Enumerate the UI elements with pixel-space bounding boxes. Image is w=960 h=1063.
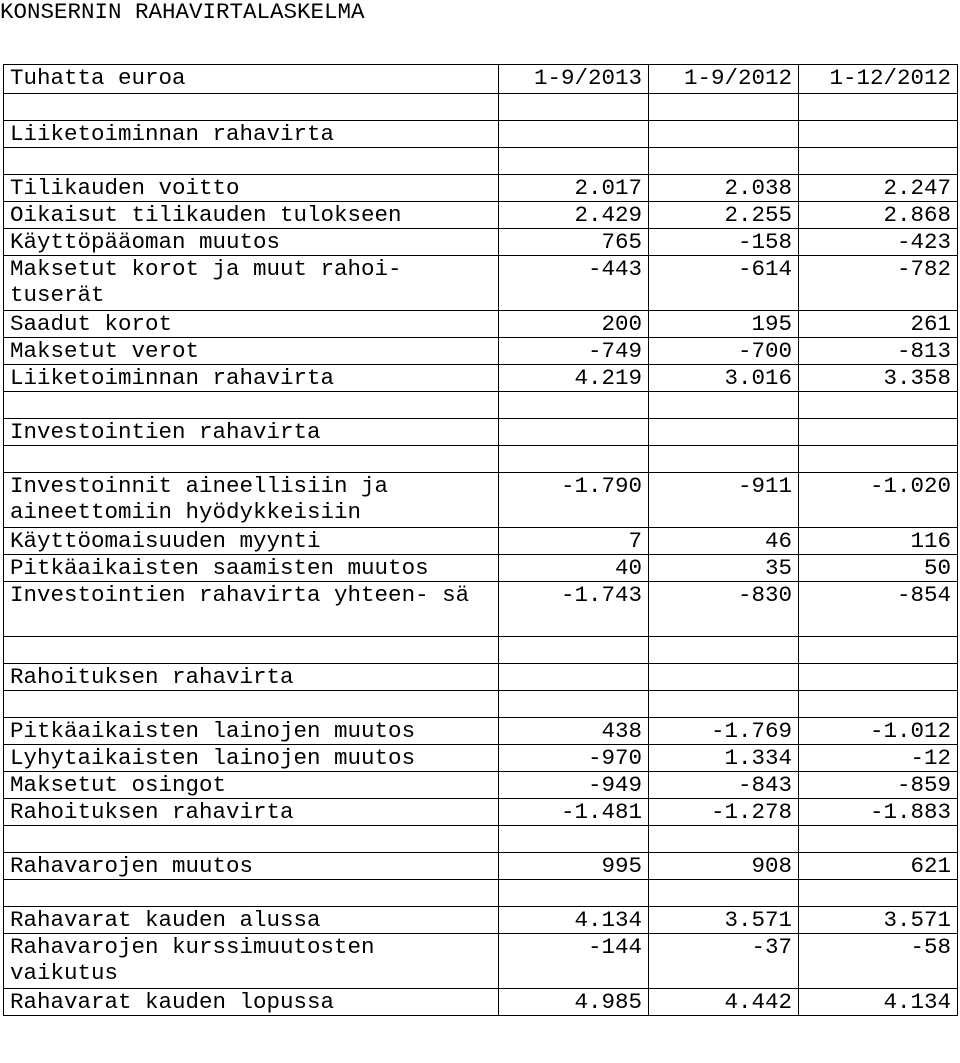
section-heading: Rahoituksen rahavirta <box>4 664 499 691</box>
empty-cell <box>649 637 799 664</box>
empty-cell <box>4 392 499 419</box>
page-title: KONSERNIN RAHAVIRTALASKELMA <box>0 0 365 25</box>
value-cell-period-1: -1.790 <box>499 473 649 528</box>
value-cell-period-1: -970 <box>499 745 649 772</box>
section-heading-row <box>4 664 958 691</box>
table-row <box>4 934 958 989</box>
header-period-3: 1-12/2012 <box>799 65 958 94</box>
value-cell-period-2: 1.334 <box>649 745 799 772</box>
spacer-row <box>4 637 958 664</box>
value-cell-period-2: 3.571 <box>649 907 799 934</box>
value-cell-period-3: 2.868 <box>799 202 958 229</box>
row-label: Pitkäaikaisten lainojen muutos <box>4 718 499 745</box>
row-label: Käyttöomaisuuden myynti <box>4 528 499 555</box>
value-cell-period-1: 995 <box>499 853 649 880</box>
value-cell-period-3: 116 <box>799 528 958 555</box>
header-unit: Tuhatta euroa <box>4 65 499 94</box>
table-row <box>4 718 958 745</box>
empty-cell <box>4 880 499 907</box>
empty-cell <box>649 94 799 121</box>
empty-cell <box>649 880 799 907</box>
value-cell-period-3: 3.571 <box>799 907 958 934</box>
value-cell-period-1: 4.219 <box>499 365 649 392</box>
empty-cell <box>499 664 649 691</box>
value-cell-period-2: -37 <box>649 934 799 989</box>
value-cell-period-1: 7 <box>499 528 649 555</box>
value-cell-period-2: -700 <box>649 338 799 365</box>
value-cell-period-2: 908 <box>649 853 799 880</box>
row-label: Maksetut korot ja muut rahoi- tuserät <box>4 256 499 311</box>
value-cell-period-1: -1.743 <box>499 582 649 637</box>
row-label: Investointien rahavirta yhteen- sä <box>4 582 499 637</box>
row-label: Tilikauden voitto <box>4 175 499 202</box>
section-heading-row <box>4 121 958 148</box>
empty-cell <box>799 637 958 664</box>
empty-cell <box>799 94 958 121</box>
value-cell-period-1: -1.481 <box>499 799 649 826</box>
value-cell-period-1: 200 <box>499 311 649 338</box>
value-cell-period-1: 2.017 <box>499 175 649 202</box>
empty-cell <box>499 392 649 419</box>
empty-cell <box>499 637 649 664</box>
value-cell-period-1: 2.429 <box>499 202 649 229</box>
spacer-row <box>4 446 958 473</box>
value-cell-period-3: 2.247 <box>799 175 958 202</box>
header-period-2: 1-9/2012 <box>649 65 799 94</box>
empty-cell <box>649 419 799 446</box>
empty-cell <box>499 94 649 121</box>
value-cell-period-1: -144 <box>499 934 649 989</box>
empty-cell <box>799 419 958 446</box>
cash-flow-table-body <box>4 65 958 1016</box>
spacer-row <box>4 691 958 718</box>
empty-cell <box>649 826 799 853</box>
value-cell-period-2: -843 <box>649 772 799 799</box>
table-row <box>4 365 958 392</box>
empty-cell <box>499 121 649 148</box>
row-label: Rahavarojen muutos <box>4 853 499 880</box>
value-cell-period-2: -614 <box>649 256 799 311</box>
empty-cell <box>799 691 958 718</box>
value-cell-period-3: 621 <box>799 853 958 880</box>
value-cell-period-3: -1.020 <box>799 473 958 528</box>
value-cell-period-1: 438 <box>499 718 649 745</box>
empty-cell <box>499 880 649 907</box>
empty-cell <box>649 691 799 718</box>
value-cell-period-3: -782 <box>799 256 958 311</box>
value-cell-period-1: 4.985 <box>499 989 649 1016</box>
table-row <box>4 338 958 365</box>
value-cell-period-2: 3.016 <box>649 365 799 392</box>
empty-cell <box>499 826 649 853</box>
table-row <box>4 202 958 229</box>
value-cell-period-3: 261 <box>799 311 958 338</box>
table-row <box>4 989 958 1016</box>
value-cell-period-2: 4.442 <box>649 989 799 1016</box>
empty-cell <box>499 148 649 175</box>
empty-cell <box>4 94 499 121</box>
value-cell-period-1: 765 <box>499 229 649 256</box>
value-cell-period-2: -1.769 <box>649 718 799 745</box>
value-cell-period-3: -1.883 <box>799 799 958 826</box>
empty-cell <box>649 121 799 148</box>
empty-cell <box>4 691 499 718</box>
table-row <box>4 175 958 202</box>
value-cell-period-2: -1.278 <box>649 799 799 826</box>
value-cell-period-1: 40 <box>499 555 649 582</box>
empty-cell <box>499 446 649 473</box>
value-cell-period-2: -158 <box>649 229 799 256</box>
empty-cell <box>649 446 799 473</box>
empty-cell <box>499 691 649 718</box>
empty-cell <box>499 419 649 446</box>
value-cell-period-1: -443 <box>499 256 649 311</box>
table-row <box>4 772 958 799</box>
empty-cell <box>799 446 958 473</box>
value-cell-period-2: -830 <box>649 582 799 637</box>
table-row <box>4 256 958 311</box>
empty-cell <box>799 664 958 691</box>
value-cell-period-2: -911 <box>649 473 799 528</box>
row-label: Pitkäaikaisten saamisten muutos <box>4 555 499 582</box>
header-row <box>4 65 958 94</box>
cash-flow-table <box>3 64 958 1016</box>
table-row <box>4 555 958 582</box>
table-row <box>4 311 958 338</box>
value-cell-period-1: -749 <box>499 338 649 365</box>
header-period-1: 1-9/2013 <box>499 65 649 94</box>
spacer-row <box>4 148 958 175</box>
spacer-row <box>4 94 958 121</box>
empty-cell <box>799 148 958 175</box>
row-label: Saadut korot <box>4 311 499 338</box>
value-cell-period-3: -813 <box>799 338 958 365</box>
empty-cell <box>799 880 958 907</box>
value-cell-period-3: -58 <box>799 934 958 989</box>
section-heading: Liiketoiminnan rahavirta <box>4 121 499 148</box>
table-row <box>4 799 958 826</box>
value-cell-period-3: -1.012 <box>799 718 958 745</box>
empty-cell <box>799 392 958 419</box>
value-cell-period-2: 195 <box>649 311 799 338</box>
value-cell-period-2: 2.255 <box>649 202 799 229</box>
spacer-row <box>4 826 958 853</box>
value-cell-period-3: -12 <box>799 745 958 772</box>
empty-cell <box>4 637 499 664</box>
empty-cell <box>4 446 499 473</box>
empty-cell <box>799 121 958 148</box>
table-row <box>4 745 958 772</box>
value-cell-period-3: -854 <box>799 582 958 637</box>
value-cell-period-3: 4.134 <box>799 989 958 1016</box>
table-row <box>4 853 958 880</box>
value-cell-period-1: 4.134 <box>499 907 649 934</box>
value-cell-period-2: 2.038 <box>649 175 799 202</box>
table-row <box>4 229 958 256</box>
spacer-row <box>4 392 958 419</box>
table-row <box>4 907 958 934</box>
value-cell-period-3: -859 <box>799 772 958 799</box>
value-cell-period-2: 46 <box>649 528 799 555</box>
table-row <box>4 528 958 555</box>
table-row <box>4 582 958 637</box>
empty-cell <box>4 826 499 853</box>
value-cell-period-3: -423 <box>799 229 958 256</box>
row-label: Maksetut verot <box>4 338 499 365</box>
row-label: Lyhytaikaisten lainojen muutos <box>4 745 499 772</box>
row-label: Käyttöpääoman muutos <box>4 229 499 256</box>
value-cell-period-3: 50 <box>799 555 958 582</box>
table-row <box>4 473 958 528</box>
value-cell-period-2: 35 <box>649 555 799 582</box>
row-label: Rahavarojen kurssimuutosten vaikutus <box>4 934 499 989</box>
row-label: Maksetut osingot <box>4 772 499 799</box>
empty-cell <box>649 392 799 419</box>
section-heading-row <box>4 419 958 446</box>
section-heading: Investointien rahavirta <box>4 419 499 446</box>
value-cell-period-3: 3.358 <box>799 365 958 392</box>
empty-cell <box>649 664 799 691</box>
row-label: Rahavarat kauden lopussa <box>4 989 499 1016</box>
row-label: Investoinnit aineellisiin ja aineettomiin hyödykkeisiin <box>4 473 499 528</box>
row-label: Liiketoiminnan rahavirta <box>4 365 499 392</box>
value-cell-period-1: -949 <box>499 772 649 799</box>
spacer-row <box>4 880 958 907</box>
empty-cell <box>799 826 958 853</box>
empty-cell <box>4 148 499 175</box>
row-label: Rahoituksen rahavirta <box>4 799 499 826</box>
empty-cell <box>649 148 799 175</box>
row-label: Oikaisut tilikauden tulokseen <box>4 202 499 229</box>
row-label: Rahavarat kauden alussa <box>4 907 499 934</box>
